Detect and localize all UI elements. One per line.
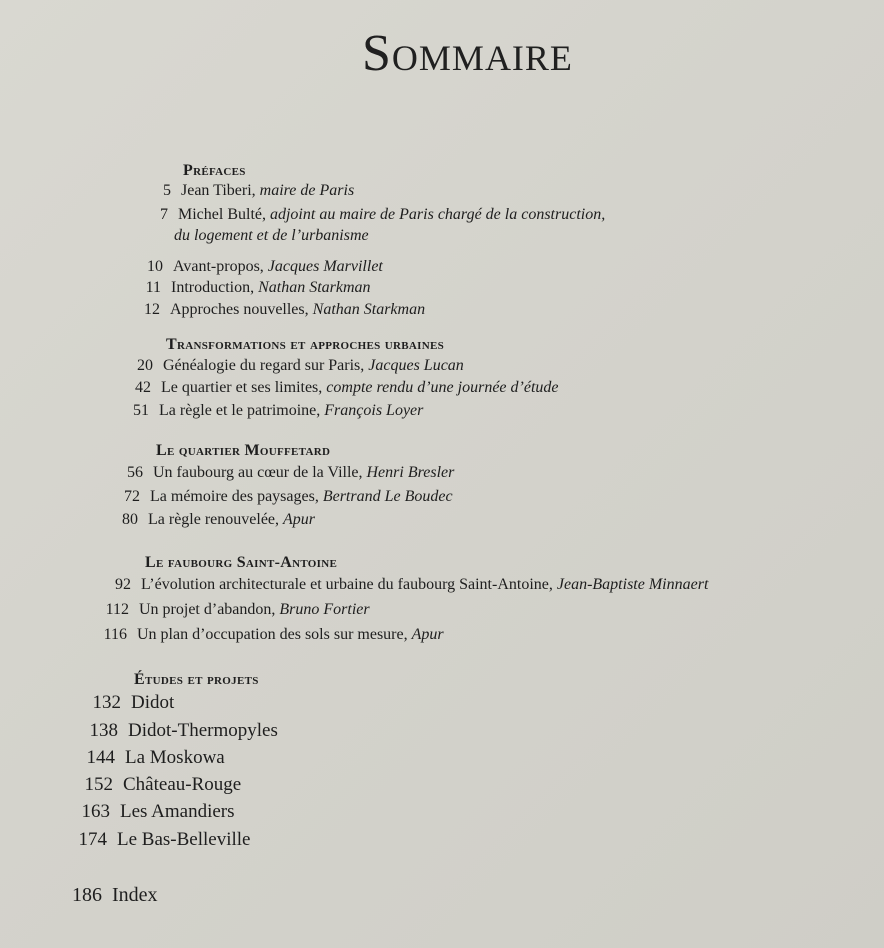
entry-author: compte rendu d’une journée d’étude <box>326 379 559 396</box>
entry-title: Jean Tiberi, <box>181 182 260 199</box>
toc-entry <box>72 884 158 907</box>
entry-title: Un projet d’abandon, <box>139 601 280 618</box>
page-number: 163 <box>81 801 110 822</box>
entry-title: Le quartier et ses limites, <box>161 379 327 396</box>
entry-title: Michel Bulté, <box>178 206 270 223</box>
entry-title: La Moskowa <box>125 747 225 768</box>
entry-author: Bruno Fortier <box>279 601 370 618</box>
entry-title: Les Amandiers <box>120 801 235 822</box>
section-heading-prefaces: Préfaces <box>183 162 246 179</box>
entry-author: adjoint au maire de Paris chargé de la construction, <box>269 206 606 223</box>
toc-entry <box>133 402 424 420</box>
page-number: 80 <box>122 511 138 528</box>
page-number: 42 <box>135 379 151 396</box>
entry-title: Un faubourg au cœur de la Ville, <box>153 464 367 481</box>
entry-title: Avant-propos, <box>173 258 268 275</box>
section-heading-mouffetard: Le quartier Mouffetard <box>156 442 331 459</box>
entry-author: Nathan Starkman <box>312 301 426 318</box>
entry-continuation: du logement et de l’urbanisme <box>174 227 369 244</box>
toc-entry <box>105 601 370 619</box>
entry-author: maire de Paris <box>259 182 355 199</box>
page-number: 7 <box>160 206 168 223</box>
page-number: 10 <box>147 258 163 275</box>
entry-title: Généalogie du regard sur Paris, <box>163 357 369 374</box>
entry-author: Bertrand Le Boudec <box>322 488 453 505</box>
section-heading-etudes: Études et projets <box>134 671 259 688</box>
entry-title: Château-Rouge <box>123 774 242 795</box>
entry-title: Le Bas-Belleville <box>117 829 251 850</box>
entry-title: La règle renouvelée, <box>148 511 284 528</box>
page-number: 144 <box>86 747 115 768</box>
entry-author: Nathan Starkman <box>258 279 371 296</box>
toc-entry <box>145 279 371 297</box>
toc-entry <box>137 357 464 375</box>
section-heading-saint-antoine: Le faubourg Saint-Antoine <box>145 554 338 571</box>
toc-entry <box>84 774 242 796</box>
page-number: 138 <box>89 720 118 741</box>
toc-entry <box>160 204 606 246</box>
toc-entry <box>135 379 559 397</box>
entry-title: Index <box>112 884 158 906</box>
entry-title: Didot-Thermopyles <box>128 720 278 741</box>
page-title: Sommaire <box>362 25 573 82</box>
entry-author: Apur <box>411 626 444 643</box>
entry-author: Henri Bresler <box>366 464 455 481</box>
page-number: 112 <box>105 601 129 618</box>
toc-entry <box>124 488 453 506</box>
page-number: 11 <box>145 279 161 296</box>
page-number: 186 <box>72 884 102 906</box>
page-number: 5 <box>163 182 171 199</box>
toc-entry <box>122 511 316 529</box>
entry-author: Jean-Baptiste Minnaert <box>556 576 709 593</box>
toc-entry <box>78 829 251 851</box>
entry-title: Un plan d’occupation des sols sur mesure, <box>137 626 412 643</box>
toc-entry <box>115 576 709 594</box>
page-number: 92 <box>115 576 131 593</box>
entry-author: Jacques Marvillet <box>267 258 383 275</box>
toc-entry <box>89 720 278 742</box>
entry-title: L’évolution architecturale et urbaine du faubourg Saint-Antoine, <box>141 576 557 593</box>
entry-title: Introduction, <box>171 279 259 296</box>
page-number: 174 <box>78 829 107 850</box>
page-number: 12 <box>144 301 160 318</box>
page-number: 72 <box>124 488 140 505</box>
toc-entry <box>147 258 383 276</box>
entry-author: François Loyer <box>324 402 424 419</box>
page-number: 20 <box>137 357 153 374</box>
page-number: 152 <box>84 774 113 795</box>
page-number: 56 <box>127 464 143 481</box>
entry-title: Approches nouvelles, <box>170 301 313 318</box>
entry-title: La mémoire des paysages, <box>150 488 323 505</box>
entry-title: Didot <box>131 692 175 713</box>
entry-author: Jacques Lucan <box>368 357 464 374</box>
toc-entry <box>144 301 426 319</box>
toc-entry <box>103 626 444 644</box>
page-number: 116 <box>103 626 127 643</box>
entry-author: Apur <box>283 511 316 528</box>
toc-entry <box>81 801 235 823</box>
page-number: 51 <box>133 402 149 419</box>
section-heading-transformations: Transformations et approches urbaines <box>166 336 445 353</box>
toc-entry <box>127 464 455 482</box>
toc-entry <box>163 182 355 200</box>
toc-entry <box>92 692 175 714</box>
toc-entry <box>86 747 225 769</box>
page-number: 132 <box>92 692 121 713</box>
entry-title: La règle et le patrimoine, <box>159 402 325 419</box>
